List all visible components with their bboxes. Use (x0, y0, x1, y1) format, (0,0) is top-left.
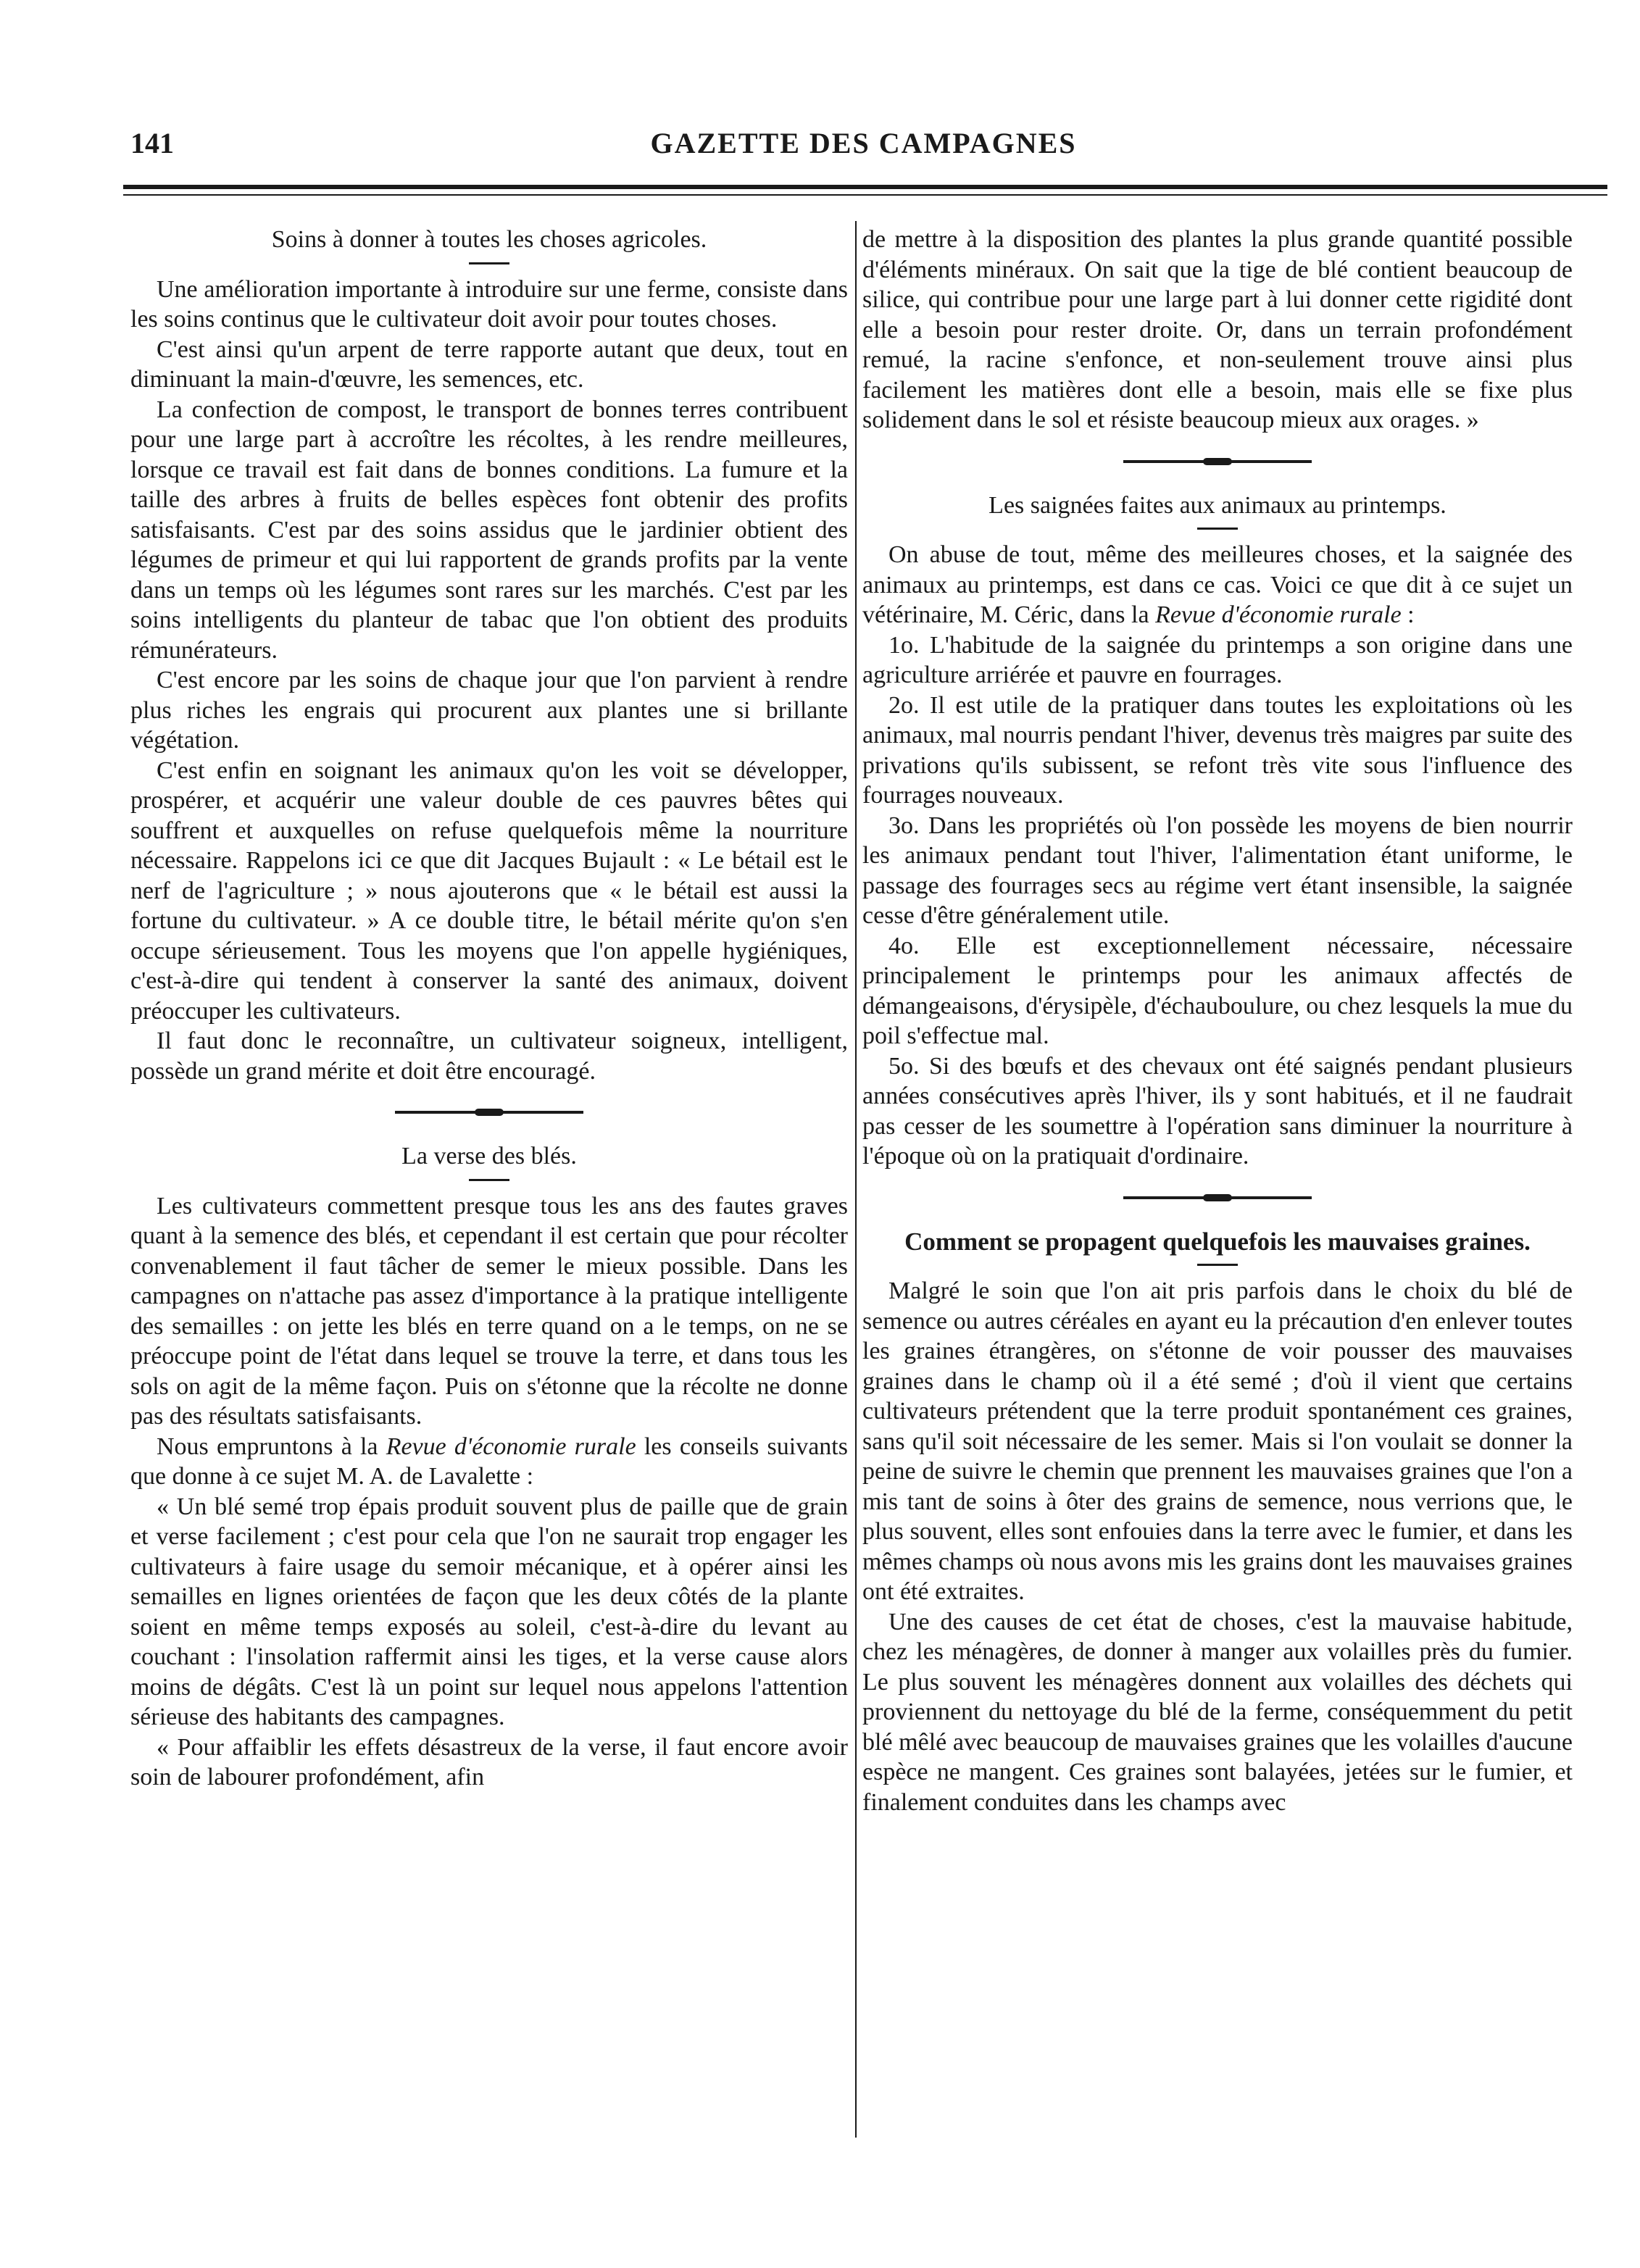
title-dash (1197, 1264, 1238, 1266)
page-header (123, 122, 1604, 165)
right-column (862, 225, 1573, 2152)
paragraph: Malgré le soin que l'on ait pris parfois dans le choix du blé de semence ou autres céréales en ayant eu la précaution d'en enlever toutes les graines étrangères, on s'étonne de voir pousser des mauvaises graines dans le champ où il a été semé ; d'où il vient que certains cultivateurs prétendent que la terre produit spontanément ces graines, sans qu'il soit nécessaire de les semer. Mais si l'on voulait se donner la peine de suivre le chemin que prennent les mauvaises graines que l'on a mis tant de soins à ôter des grains de semence, nous verrions que, le plus souvent, elles sont enfouies dans la terre avec le fumier, et dans les mêmes champs où nous avons mis les grains dont les mauvaises graines ont été extraites. (862, 1277, 1573, 1605)
article-saignees (862, 491, 1573, 1172)
article-soins (130, 225, 848, 1086)
source-intro: Nous empruntons à la (157, 1433, 386, 1460)
column-divider (855, 221, 857, 2138)
article-mauvaises-graines (862, 1227, 1573, 1818)
paragraph: Une des causes de cet état de choses, c'est la mauvaise habitude, chez les ménagères, de donner à manger aux volailles près du fumier. Le plus souvent les ménagères donnent aux volailles des déchets qui proviennent du nettoyage du blé de la ferme, conséquemment du petit blé mêlé avec beaucoup de mauvaises graines que les volailles d'aucune espèce ne mangent. Ces graines sont balayées, jetées sur le fumier, et finalement conduites dans les champs avec (862, 1608, 1573, 1816)
quote-paragraph: « Un blé semé trop épais produit souvent plus de paille que de grain et verse facilement ; c'est pour cela que l'on ne saurait trop engager les cultivateurs à faire usage du semoir mécanique, et à opérer ainsi les semailles en lignes orientées de façon que les deux côtés de la plante soient en même temps exposés au soleil, c'est-à-dire du levant au couchant : l'insolation raffermit ainsi les tiges, et la verse cause alors moins de dégâts. C'est là un point sur lequel nous appelons l'attention sérieuse des habitants des campagnes. (130, 1493, 848, 1730)
article-verse-des-bles (130, 1141, 848, 1793)
article-title: Soins à donner à toutes les choses agricoles. (271, 226, 707, 253)
numbered-paragraph: 2o. Il est utile de la pratiquer dans toutes les exploitations où les animaux, mal nourris pendant l'hiver, devenus très maigres par suite des privations qu'ils subissent, se refont très vite sous l'influence des fourrages nouveaux. (862, 691, 1573, 809)
intro-text: On abuse de tout, même des meilleures choses, et la saignée des animaux au printemps, est dans ce cas. Voici ce que dit à ce sujet un vétérinaire, M. Céric, dans la (862, 541, 1573, 628)
numbered-paragraph: 1o. L'habitude de la saignée du printemps a son origine dans une agriculture arriérée et pauvre en fourrages. (862, 631, 1573, 688)
paragraph: Les cultivateurs commettent presque tous les ans des fautes graves quant à la semence des blés, et cependant il est certain que pour récolter convenablement il faut tâcher de semer le mieux possible. Dans les campagnes on n'attache pas assez d'importance à la pratique intelligente des semailles : on jette les blés en terre quand on a le temps, on ne se préoccupe point de l'état dans lequel se trouve la terre, et dans tous les sols on agit de la même façon. Puis on s'étonne que la récolte ne donne pas des résultats satisfaisants. (130, 1192, 848, 1430)
header-rule-thick (123, 185, 1607, 189)
continued-paragraph: de mettre à la disposition des plantes la plus grande quantité possible d'éléments minéraux. On sait que la tige de blé contient beaucoup de silice, qui contribue pour une large part à lui donner cette rigidité dont elle a besoin pour rester droite. Or, dans un terrain profondément remué, la racine s'enfonce, et non-seulement trouve ainsi plus facilement les matières dont elle a besoin, mais elle se fixe plus solidement dans le sol et résiste beaucoup mieux aux orages. » (862, 226, 1573, 433)
journal-title: GAZETTE DES CAMPAGNES (650, 127, 1077, 159)
article-separator (395, 1111, 583, 1114)
paragraph: La confection de compost, le transport de bonnes terres contribuent pour une large part à accroître les récoltes, à les rendre meilleures, lorsque ce travail est fait dans de bonnes conditions. La fumure et la taille des arbres à fruits de belles espèces font obtenir des profits satisfaisants. C'est par des soins assidus que le jardinier obtient des légumes de primeur et qui lui rapportent de grands profits par la vente dans un temps où les légumes sont rares sur les marchés. C'est par les soins intelligents du planteur de tabac que l'on obtient des produits rémunérateurs. (130, 396, 848, 664)
article-title: Comment se propagent quelquefois les mauvaises graines. (904, 1227, 1531, 1256)
title-dash (1197, 528, 1238, 530)
intro-end: : (1401, 601, 1415, 628)
source-outro: les conseils suivants que donne à ce sujet M. A. de Lavalette : (130, 1433, 848, 1490)
paragraph: C'est encore par les soins de chaque jour que l'on parvient à rendre plus riches les engrais qui procurent aux plantes une si brillante végétation. (130, 667, 848, 754)
numbered-paragraph: 3o. Dans les propriétés où l'on possède les moyens de bien nourrir les animaux pendant tout l'hiver, l'alimentation étant uniforme, le passage des fourrages secs au régime vert étant insensible, la saignée cesse d'être généralement utile. (862, 812, 1573, 929)
title-dash (469, 262, 509, 264)
paragraph: C'est enfin en soignant les animaux qu'on les voit se développer, prospérer, et acquérir une valeur double de ces pauvres bêtes qui souffrent et auxquelles on refuse quelquefois même la nourriture nécessaire. Rappelons ici ce que dit Jacques Bujault : « Le bétail est le nerf de l'agriculture ; » nous ajouterons que « le bétail est aussi la fortune du cultivateur. » A ce double titre, le bétail mérite qu'on s'en occupe sérieusement. Tous les moyens que l'on appelle hygiéniques, c'est-à-dire qui tendent à conserver la santé des animaux, doivent préoccuper les cultivateurs. (130, 756, 848, 1025)
left-column (130, 225, 848, 2152)
header-rule-thin (123, 194, 1607, 196)
paragraph-with-source (130, 1432, 848, 1492)
paragraph: Il faut donc le reconnaître, un cultivateur soigneux, intelligent, possède un grand mérite et doit être encouragé. (130, 1027, 848, 1085)
paragraph: C'est ainsi qu'un arpent de terre rapporte autant que deux, tout en diminuant la main-d'œuvre, les semences, etc. (130, 335, 848, 393)
page-number: 141 (130, 127, 174, 159)
source-name: Revue d'économie rurale (386, 1433, 636, 1460)
article-title: La verse des blés. (401, 1143, 577, 1170)
source-name: Revue d'économie rurale (1155, 601, 1402, 628)
article-separator (1123, 1196, 1312, 1199)
numbered-paragraph: 4o. Elle est exceptionnellement nécessaire, nécessaire principalement le printemps pour les animaux affectés de démangeaisons, d'érysipèle, d'échauboulure, ou chez lesquels la mue du poil s'effectue mal. (862, 932, 1573, 1049)
quote-paragraph: « Pour affaiblir les effets désastreux de la verse, il faut encore avoir soin de labourer profondément, afin (130, 1733, 848, 1790)
article-title: Les saignées faites aux animaux au printemps. (988, 491, 1447, 519)
paragraph-with-source (862, 540, 1573, 630)
paragraph: Une amélioration importante à introduire sur une ferme, consiste dans les soins continus que le cultivateur doit avoir pour toutes choses. (130, 275, 848, 333)
title-dash (469, 1179, 509, 1181)
article-separator (1123, 460, 1312, 463)
numbered-paragraph: 5o. Si des bœufs et des chevaux ont été saignés pendant plusieurs années consécutives après l'hiver, ils y sont habitués, et il ne faudrait pas cesser de les soumettre à l'opération sans diminuer la nourriture à l'époque où on la pratiquait d'ordinaire. (862, 1052, 1573, 1170)
